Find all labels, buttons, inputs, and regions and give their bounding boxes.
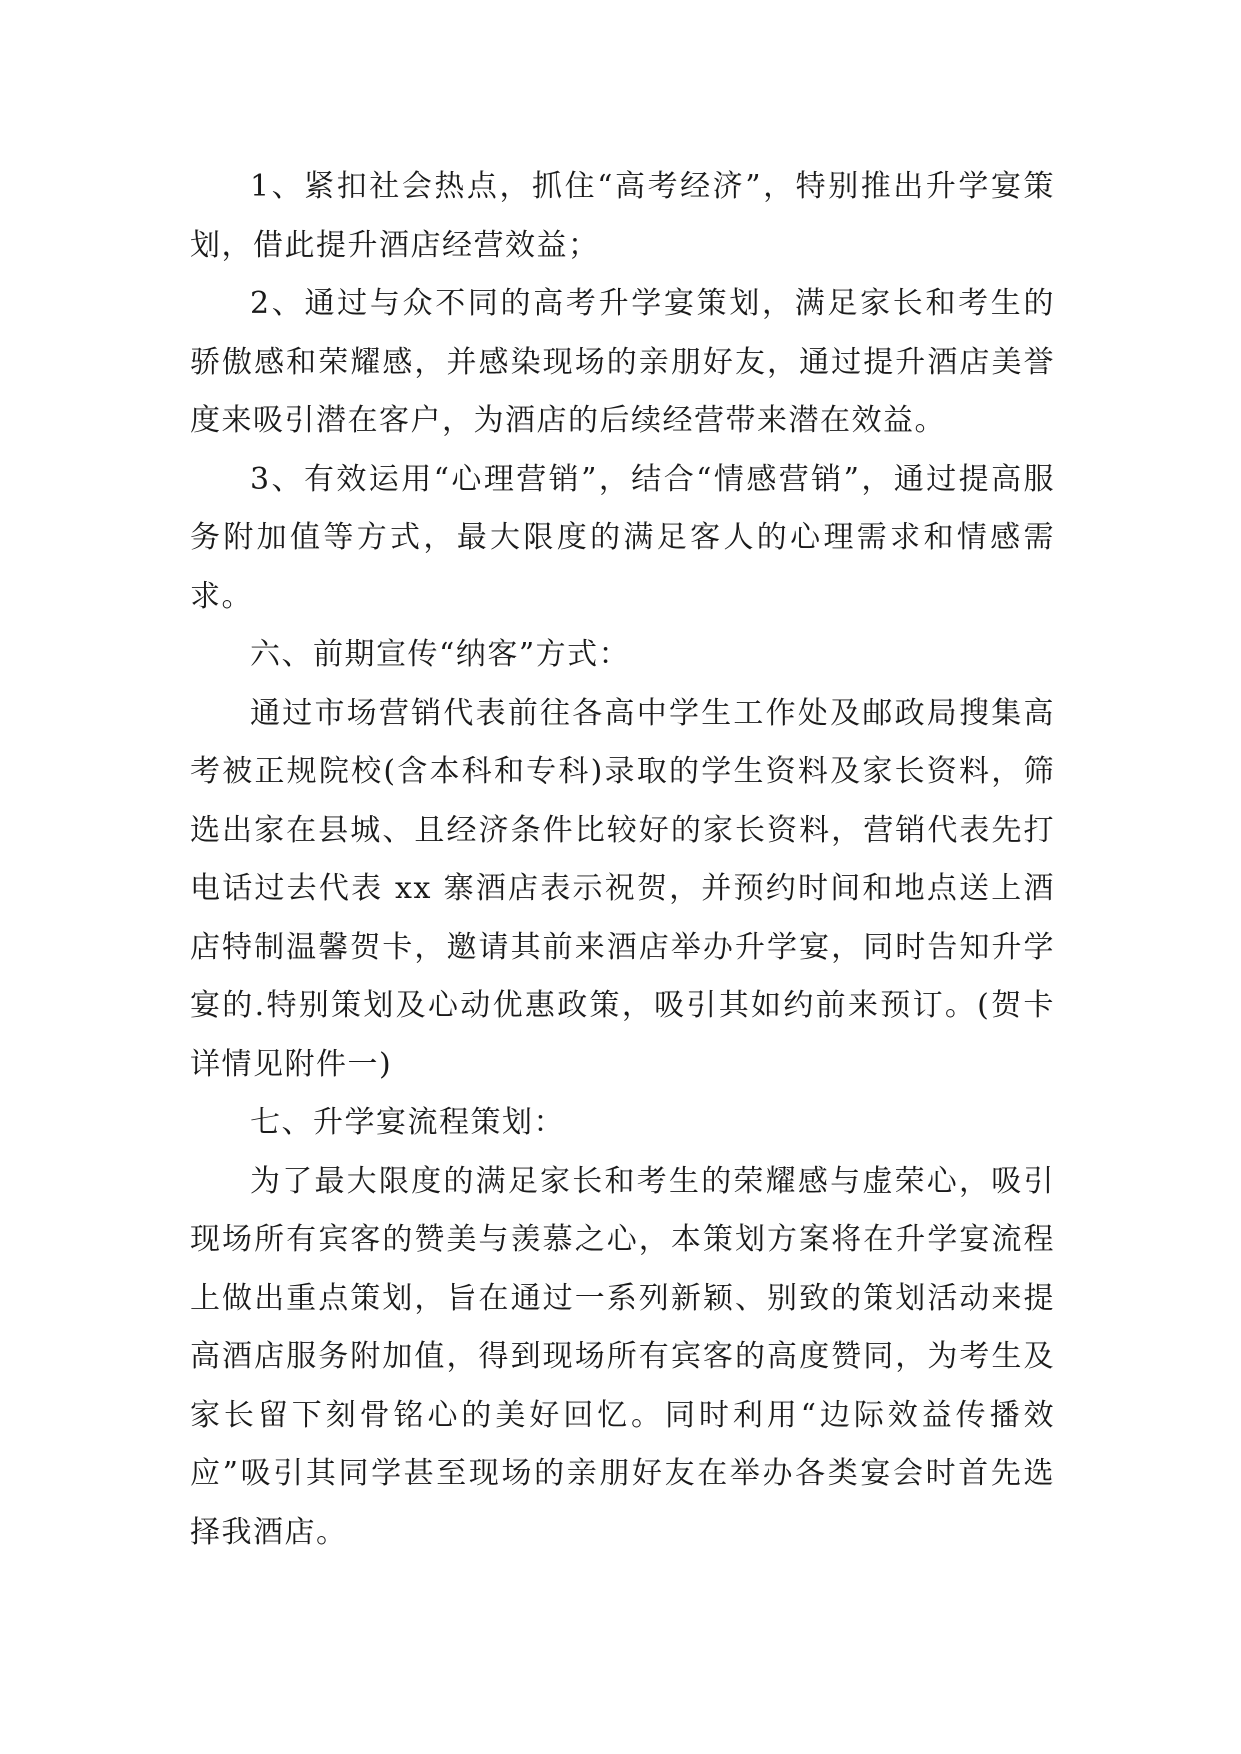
section-heading-process: 七、升学宴流程策划：	[250, 1105, 565, 1140]
paragraph-goal-3: 3、有效运用“心理营销”，结合“情感营销”，通过提高服务附加值等方式，最大限度的满足客人的心理需求和情感需求。	[190, 461, 1055, 614]
paragraph-process-details: 为了最大限度的满足家长和考生的荣耀感与虚荣心，吸引现场所有宾客的赞美与羡慕之心，本策划方案将在升学宴流程上做出重点策划，旨在通过一系列新颖、别致的策划活动来提高酒店服务附加值，得到现场所有宾客的高度赞同，为考生及家长留下刻骨铭心的美好回忆。同时利用“边际效益传播效应”吸引其同学甚至现场的亲朋好友在举办各类宴会时首先选择我酒店。	[190, 1163, 1055, 1550]
paragraph-goal-2: 2、通过与众不同的高考升学宴策划，满足家长和考生的骄傲感和荣耀感，并感染现场的亲朋好友，通过提升酒店美誉度来吸引潜在客户，为酒店的后续经营带来潜在效益。	[190, 286, 1055, 438]
paragraph-goal-1: 1、紧扣社会热点，抓住“高考经济”，特别推出升学宴策划，借此提升酒店经营效益；	[190, 169, 1055, 263]
paragraph-promotion-details: 通过市场营销代表前往各高中学生工作处及邮政局搜集高考被正规院校(含本科和专科)录取的学生资料及家长资料，筛选出家在县城、且经济条件比较好的家长资料，营销代表先打电话过去代表 xx 寨酒店表示祝贺，并预约时间和地点送上酒店特制温馨贺卡，邀请其前来酒店举办升学宴，同时告知升学宴的.特别策划及心动优惠政策，吸引其如约前来预订。(贺卡详情见附件一)	[190, 695, 1055, 1082]
section-heading-promotion: 六、前期宣传“纳客”方式：	[250, 637, 631, 672]
document-body	[190, 158, 1055, 1562]
